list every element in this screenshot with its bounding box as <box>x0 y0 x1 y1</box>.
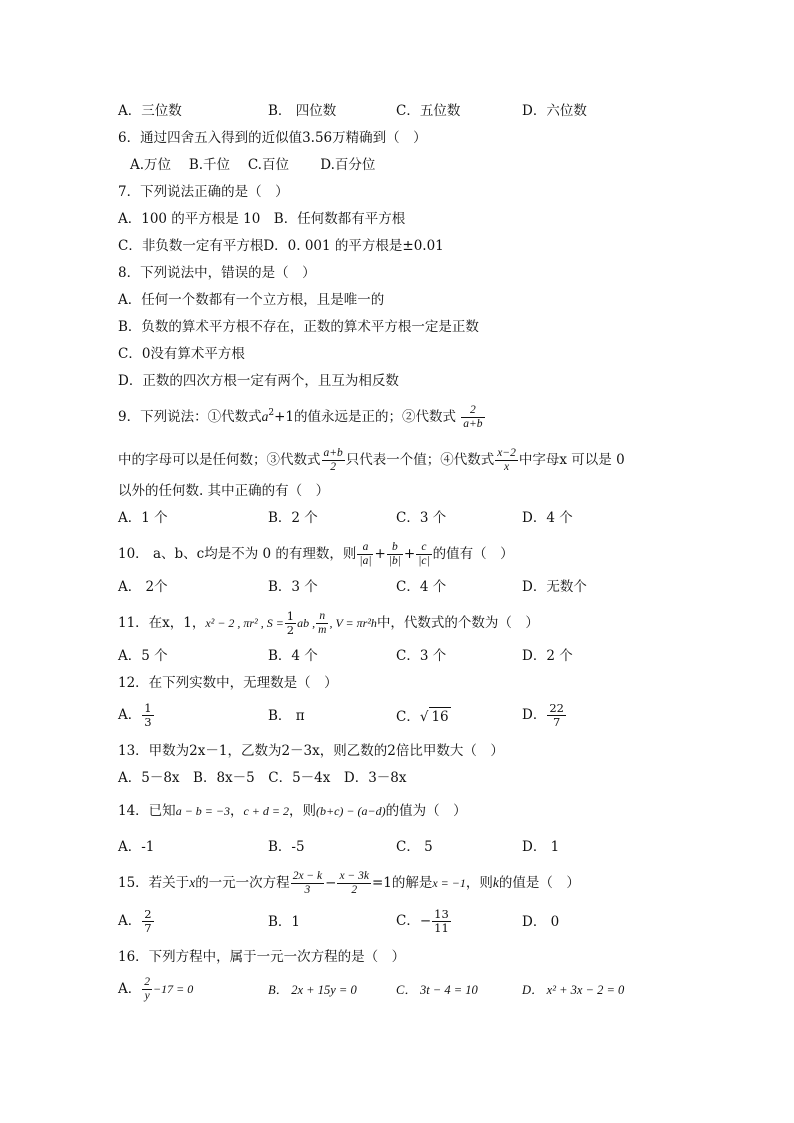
q16-option-c: C． 3t − 4 = 10 <box>396 983 478 997</box>
q11-option-c: C．3 个 <box>396 648 447 664</box>
q15-option-b: B．1 <box>268 914 301 930</box>
q11-option-a: A．5 个 <box>118 648 168 664</box>
q11-stem: 11．在x，1，x² − 2 , πr² , S = $\frac{1}{2}$ ab , $\frac{n}{m}$ , V = πr²h中，代数式的个数为（ ） <box>118 609 539 637</box>
q11-option-b: B．4 个 <box>268 648 318 664</box>
q5-option-c: C．五位数 <box>396 103 461 119</box>
q8-option-a: A．任何一个数都有一个立方根，且是唯一的 <box>118 292 385 308</box>
q13-stem: 13．甲数为2x－1，乙数为2－3x，则乙数的2倍比甲数大（ ） <box>118 743 504 759</box>
q5-option-b: B． 四位数 <box>268 103 337 119</box>
q9-fraction-2: $\frac{a+b}{2}$ <box>323 447 343 473</box>
q9-fraction-1: $\frac{2}{a+b}$ <box>463 404 483 430</box>
q8-option-c: C．0没有算术平方根 <box>118 346 245 362</box>
q10-option-b: B．3 个 <box>268 579 318 595</box>
q7-options-ab: A．100 的平方根是 10 B．任何数都有平方根 <box>118 211 406 227</box>
q8-option-b: B．负数的算术平方根不存在，正数的算术平方根一定是正数 <box>118 319 479 335</box>
q10-option-d: D．无数个 <box>522 579 587 595</box>
q8-stem: 8．下列说法中，错误的是（ ） <box>118 265 316 281</box>
q9-option-a: A．1 个 <box>118 510 168 526</box>
q5-option-d: D．六位数 <box>522 103 587 119</box>
q11-option-d: D．2 个 <box>522 648 573 664</box>
q9-stem-line3: 以外的任何数. 其中正确的有（ ） <box>118 483 330 499</box>
q6-options: A.万位 B.千位 C.百位 D.百分位 <box>130 157 376 173</box>
q15-option-c: C．− $\frac{13}{11}$ <box>396 907 449 935</box>
q9-stem-line2: 中的字母可以是任何数；③代数式 $\frac{a+b}{2}$ 只代表一个值；④代数式 $\frac{x-2}{x}$ 中字母x 可以是 0 <box>118 447 625 473</box>
q12-option-a: A． $\frac{1}{3}$ <box>118 701 152 729</box>
q12-option-b: B． π <box>268 708 305 724</box>
q9-exponent: 2 <box>268 408 275 418</box>
q11-fraction-nm: $\frac{n}{m}$ <box>318 610 327 636</box>
q15-fraction-1: $\frac{2x - k}{3}$ <box>292 870 323 896</box>
q16-option-d: D． x² + 3x − 2 = 0 <box>522 983 625 997</box>
q8-option-d: D．正数的四次方根一定有两个，且互为相反数 <box>118 373 399 389</box>
q10-fraction-a: $\frac{a}{|a|}$ <box>359 541 372 567</box>
q7-options-cd: C．非负数一定有平方根D．0. 001 的平方根是±0.01 <box>118 238 444 254</box>
q9-stem-b: +1的值永远是正的；②代数式 <box>274 409 456 425</box>
q9-stem-a: 9．下列说法：①代数式 <box>118 409 262 425</box>
q15-option-d: D． 0 <box>522 914 560 930</box>
q14-option-c: C． 5 <box>396 839 433 855</box>
q10-fraction-b: $\frac{b}{|b|}$ <box>388 541 401 567</box>
q9-var-a: a <box>261 409 269 424</box>
q15-option-a: A． $\frac{2}{7}$ <box>118 907 152 935</box>
q14-option-a: A．-1 <box>118 839 155 855</box>
q15-fraction-2: $\frac{x - 3k}{2}$ <box>339 870 369 896</box>
q14-option-b: B．-5 <box>268 839 305 855</box>
q12-stem: 12．在下列实数中，无理数是（ ） <box>118 675 338 691</box>
q12-option-c: C．√ 16 <box>396 709 449 725</box>
q12-option-d: D． $\frac{22}{7}$ <box>522 701 564 729</box>
q9-fraction-3: $\frac{x-2}{x}$ <box>497 447 516 473</box>
q9-option-b: B．2 个 <box>268 510 318 526</box>
q10-option-a: A． 2个 <box>118 579 168 595</box>
q9-option-c: C．3 个 <box>396 510 447 526</box>
q7-stem: 7．下列说法正确的是（ ） <box>118 184 289 200</box>
q9-option-d: D．4 个 <box>522 510 573 526</box>
q16-stem: 16．下列方程中，属于一元一次方程的是（ ） <box>118 949 406 965</box>
q15-stem: 15．若关于x的一元一次方程 $\frac{2x - k}{3}$ − $\frac{x - 3k}{2}$ =1的解是x = −1，则k的值是（ ） <box>118 870 580 896</box>
q10-option-c: C．4 个 <box>396 579 447 595</box>
q10-stem: 10． a、b、c均是不为 0 的有理数，则 $\frac{a}{|a|}$ + $\frac{b}{|b|}$ + $\frac{c}{|c|}$ 的值有（ ） <box>118 541 514 567</box>
q16-option-a: A． $\frac{2}{y}$ −17 = 0 <box>118 976 194 1002</box>
q14-option-d: D． 1 <box>522 839 560 855</box>
q16-option-b: B． 2x + 15y = 0 <box>268 983 357 997</box>
q13-options: A．5－8x B．8x－5 C．5－4x D．3－8x <box>118 770 407 786</box>
q5-option-a: A．三位数 <box>118 103 182 119</box>
q11-fraction-half: $\frac{1}{2}$ <box>286 609 295 637</box>
q12-radicand: 16 <box>431 709 449 725</box>
q10-fraction-c: $\frac{c}{|c|}$ <box>418 541 430 567</box>
q14-stem: 14．已知a − b = −3，c + d = 2，则(b+c) − (a−d)的值为（ ） <box>118 803 467 819</box>
q9-stem-line1 <box>118 404 486 431</box>
q6-stem: 6．通过四舍五入得到的近似值3.56万精确到（ ） <box>118 130 427 146</box>
